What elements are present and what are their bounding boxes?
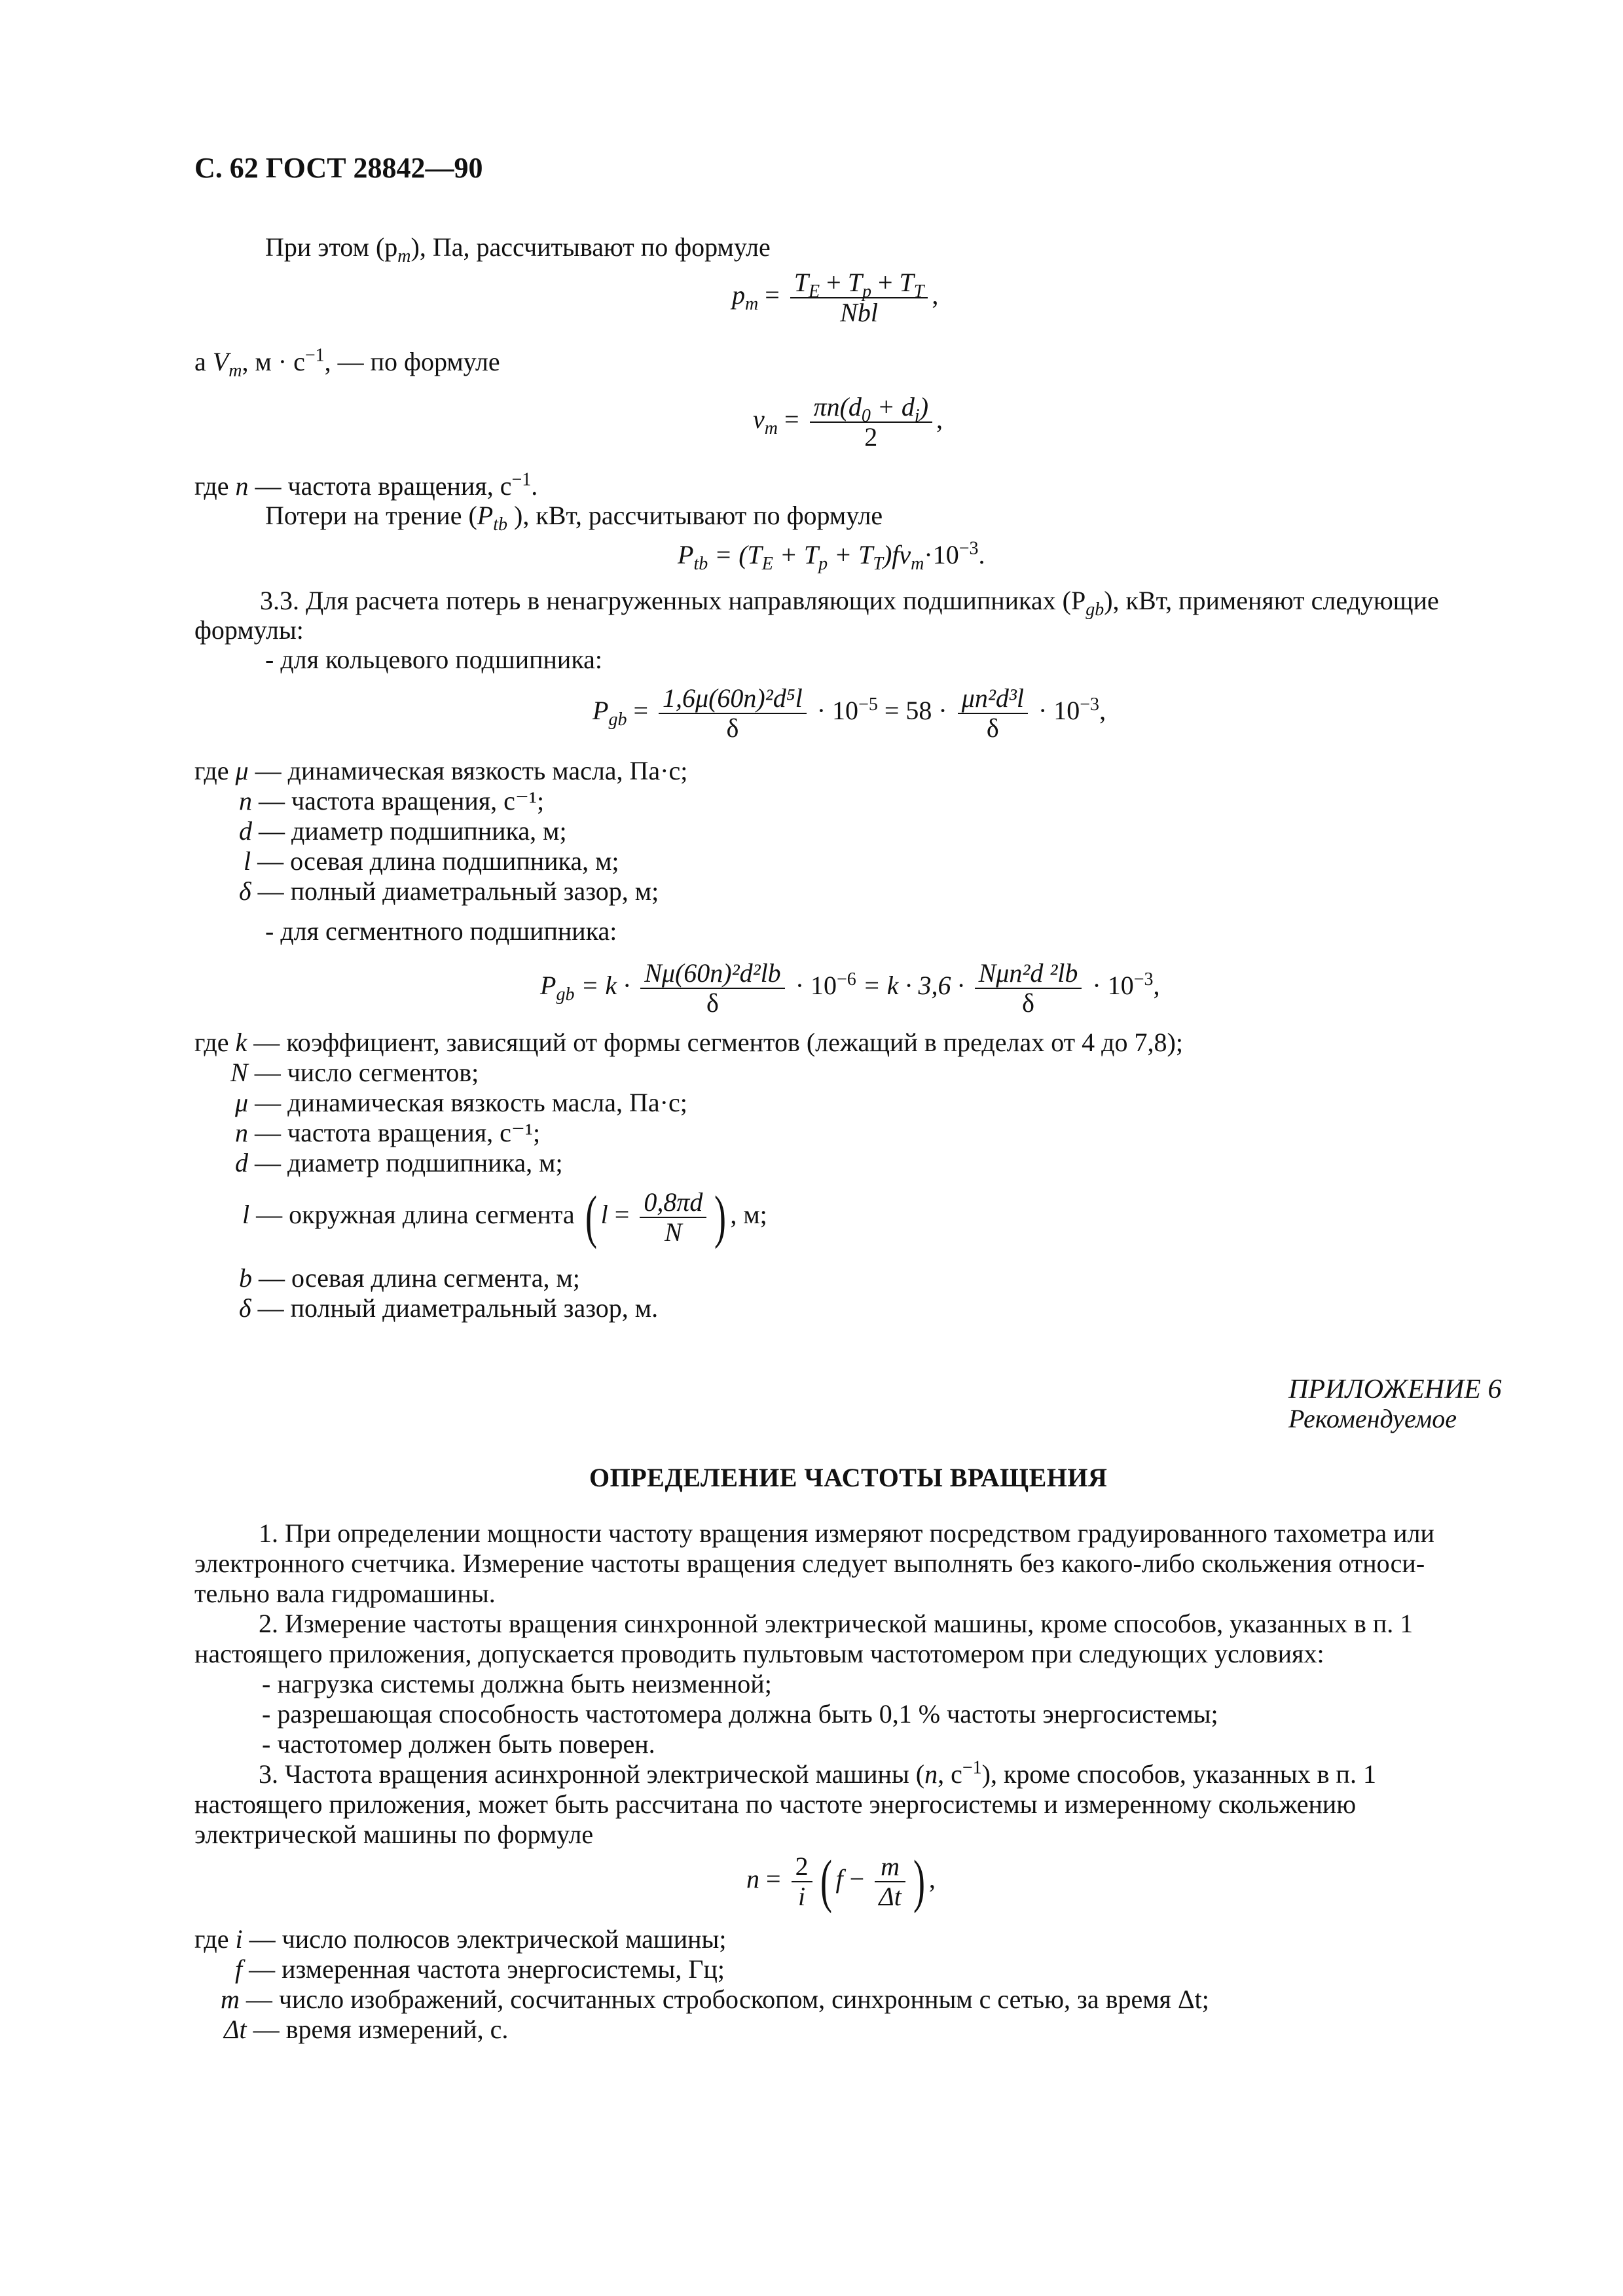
bullet-segment-bearing: - для сегментного подшипника: xyxy=(265,916,617,946)
definition-l-segment: l — окружная длина сегмента ( l = $\frac{0,8\pi d}{N}$ ) , м; xyxy=(242,1185,767,1249)
def-row: f — измеренная частота энергосистемы, Гц; xyxy=(235,1954,725,1984)
def-row: μ — динамическая вязкость масла, Па·с; xyxy=(235,1088,687,1117)
definition-n: где n — частота вращения, $с^{-1}$. xyxy=(194,469,538,501)
paragraph-3-3-cont: формулы: xyxy=(194,615,304,645)
def-row: Δt — время измерений, с. xyxy=(224,2015,509,2044)
bullet-2: - разрешающая способность частотомера должна быть 0,1 % частоты энергосистемы; xyxy=(262,1699,1218,1729)
subscript: m xyxy=(397,246,411,266)
definitions-ring xyxy=(194,756,687,906)
equals: = xyxy=(758,280,786,310)
formula-ptb: $P_{tb} = (T_E + T_p + T_T)fv_m\cdot 10^{-3}$. xyxy=(678,538,985,574)
para2-line2: настоящего приложения, допускается проводить пультовым частотомером при следующих условиях: xyxy=(194,1639,1324,1668)
paragraph-pm-intro xyxy=(265,232,771,266)
subscript: m xyxy=(745,294,759,315)
page-title: С. 62 ГОСТ 28842—90 xyxy=(194,152,483,184)
def-row: d — диаметр подшипника, м; xyxy=(239,816,567,846)
denominator: Nbl xyxy=(840,298,878,327)
def-row: δ — полный диаметральный зазор, м; xyxy=(239,876,659,906)
def-row: где μ — динамическая вязкость масла, Па·с; xyxy=(194,756,688,785)
formula-pgb-segment: $P_{gb} = k$ · $\frac{\text{Nμ(60n)²d²lb}}{\delta}$ · $10^{-6} = k \cdot 3,6$ · $\frac{\text{Nμn²d ²lb}}{\delta}$ · $10^{-3}$, xyxy=(540,958,1160,1018)
paragraph-ptb-intro: Потери на трение ($P_{tb}$ ), кВт, рассчитывают по формуле xyxy=(265,501,883,535)
definitions-segment xyxy=(194,1028,1183,1178)
def-row: n — частота вращения, с⁻¹; xyxy=(235,1118,541,1147)
def-row: δ — полный диаметральный зазор, м. xyxy=(239,1293,659,1323)
para3-line1: 3. Частота вращения асинхронной электрической машины (n, $с^{-1}$), кроме способов, указанных в п. 1 xyxy=(259,1757,1376,1789)
para1-line3: тельно вала гидромашины. xyxy=(194,1579,496,1608)
left-paren: ( xyxy=(585,1185,597,1249)
def-row: n — частота вращения, с⁻¹; xyxy=(239,786,545,816)
formula-symbol: p xyxy=(732,280,745,310)
para3-line3: электрической машины по формуле xyxy=(194,1820,594,1849)
appendix-label: ПРИЛОЖЕНИЕ 6 xyxy=(1288,1374,1502,1405)
def-row: m — число изображений, сосчитанных стробоскопом, синхронным с сетью, за время Δt; xyxy=(221,1984,1209,2014)
appendix-title: ОПРЕДЕЛЕНИЕ ЧАСТОТЫ ВРАЩЕНИЯ xyxy=(589,1463,1108,1492)
bullet-1: - нагрузка системы должна быть неизменной; xyxy=(262,1669,772,1698)
paragraph-vm-intro: а $V_m$, $м \cdot с^{-1}$, — по формуле xyxy=(194,345,500,381)
text: При этом (p xyxy=(265,232,398,262)
para3-line2: настоящего приложения, может быть рассчитана по частоте энергосистемы и измеренному скольжению xyxy=(194,1789,1357,1819)
def-row: N — число сегментов; xyxy=(230,1058,479,1087)
text: ), Па, рассчитывают по формуле xyxy=(410,232,771,262)
formula-n: n = $\frac{2}{i}$ ( f − $\frac{m}{\Delta t}$ ) , xyxy=(746,1849,936,1914)
para1-line2: электронного счетчика. Измерение частоты вращения следует выполнять без какого-либо скольжения относи- xyxy=(194,1549,1425,1578)
def-row: l — осевая длина подшипника, м; xyxy=(244,846,619,876)
def-row: где k — коэффициент, зависящий от формы сегментов (лежащий в пределах от 4 до 7,8); xyxy=(194,1028,1183,1057)
bullet-ring-bearing: - для кольцевого подшипника: xyxy=(265,645,603,674)
def-row: b — осевая длина сегмента, м; xyxy=(239,1263,580,1293)
paragraph-3-3: 3.3. Для расчета потерь в ненагруженных направляющих подшипниках $(P_{gb})$, кВт, применяют следующие xyxy=(260,586,1439,620)
definitions-segment-2 xyxy=(239,1263,658,1323)
definitions-appendix xyxy=(194,1924,1209,2045)
formula-pm xyxy=(732,268,938,327)
def-row: где i — число полюсов электрической машины; xyxy=(194,1924,727,1954)
para2-line1: 2. Измерение частоты вращения синхронной электрической машины, кроме способов, указанных в п. 1 xyxy=(259,1609,1413,1638)
appendix-sublabel: Рекомендуемое xyxy=(1288,1404,1457,1433)
numerator: $T_E + T_p + T_T$ xyxy=(790,268,928,298)
def-row: d — диаметр подшипника, м; xyxy=(235,1148,563,1177)
fraction xyxy=(790,268,928,327)
right-paren: ) xyxy=(714,1185,727,1249)
denominator: 2 xyxy=(864,422,878,452)
formula-vm: $v_m$ = $\frac{\pi n(d_0 + d_i)}{2}$ , xyxy=(753,392,943,452)
comma: , xyxy=(932,280,939,310)
fraction xyxy=(810,393,932,452)
numerator: $\pi n(d_0 + d_i)$ xyxy=(810,393,932,423)
para1-line1: 1. При определении мощности частоту вращения измеряют посредством градуированного тахометра или xyxy=(259,1518,1434,1548)
formula-pgb-ring: $P_{gb}$ = $\frac{\text{1,6μ(60n)²d⁵l}}{\delta}$ · $10^{-5} = 58$ · $\frac{\text{μn²d³l}}{\delta}$ · $10^{-3}$, xyxy=(593,683,1106,743)
bullet-3: - частотомер должен быть поверен. xyxy=(262,1729,655,1759)
